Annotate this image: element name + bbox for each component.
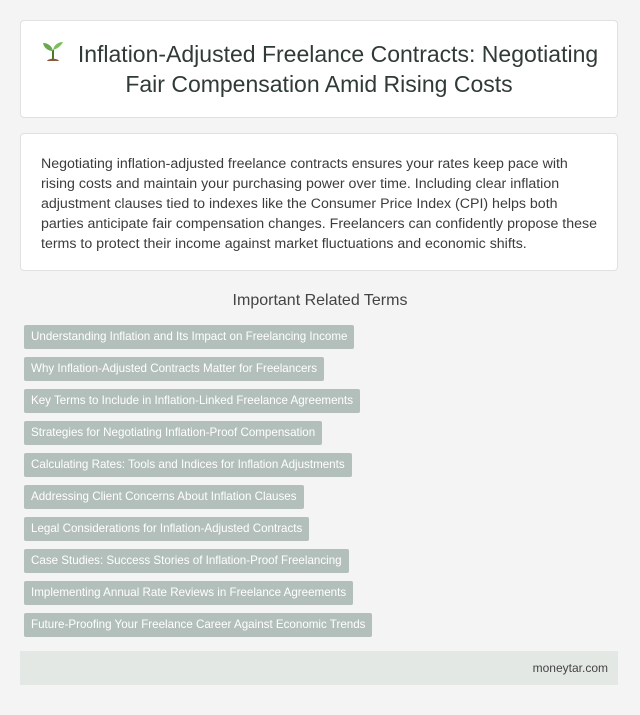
related-terms-list (24, 325, 372, 645)
related-term-tag[interactable]: Implementing Annual Rate Reviews in Freelance Agreements (24, 581, 353, 605)
related-term-tag[interactable]: Strategies for Negotiating Inflation-Proof Compensation (24, 421, 322, 445)
list-item (24, 549, 372, 573)
related-terms-heading: Important Related Terms (232, 292, 408, 309)
related-term-tag[interactable]: Calculating Rates: Tools and Indices for Inflation Adjustments (24, 453, 352, 477)
list-item (24, 357, 372, 381)
related-term-tag[interactable]: Legal Considerations for Inflation-Adjusted Contracts (24, 517, 309, 541)
sprout-icon (40, 39, 66, 65)
related-term-tag[interactable]: Future-Proofing Your Freelance Career Against Economic Trends (24, 613, 372, 637)
title-card (20, 20, 618, 118)
list-item (24, 453, 372, 477)
related-term-tag[interactable]: Why Inflation-Adjusted Contracts Matter for Freelancers (24, 357, 324, 381)
footer (20, 651, 618, 685)
list-item (24, 389, 372, 413)
list-item (24, 517, 372, 541)
related-term-tag[interactable]: Addressing Client Concerns About Inflation Clauses (24, 485, 304, 509)
list-item (24, 325, 372, 349)
intro-paragraph: Negotiating inflation-adjusted freelance contracts ensures your rates keep pace with rising costs and maintain your purchasing power over time. Including clear inflation adjustment clauses tied to indexes like the Consumer Price Index (CPI) helps both parties anticipate fair compensation changes. Freelancers can confidently propose these terms to protect their income against market fluctuations and economic shifts. (41, 156, 598, 252)
list-item (24, 581, 372, 605)
page-title-text: Inflation-Adjusted Freelance Contracts: Negotiating Fair Compensation Amid Rising Costs (77, 41, 599, 97)
related-term-tag[interactable]: Understanding Inflation and Its Impact on Freelancing Income (24, 325, 354, 349)
footer-site-link[interactable]: moneytar.com (532, 661, 608, 675)
intro-card (20, 133, 618, 271)
related-term-tag[interactable]: Key Terms to Include in Inflation-Linked Freelance Agreements (24, 389, 360, 413)
list-item (24, 485, 372, 509)
list-item (24, 613, 372, 637)
list-item (24, 421, 372, 445)
related-term-tag[interactable]: Case Studies: Success Stories of Inflation-Proof Freelancing (24, 549, 349, 573)
page-title (21, 39, 617, 99)
